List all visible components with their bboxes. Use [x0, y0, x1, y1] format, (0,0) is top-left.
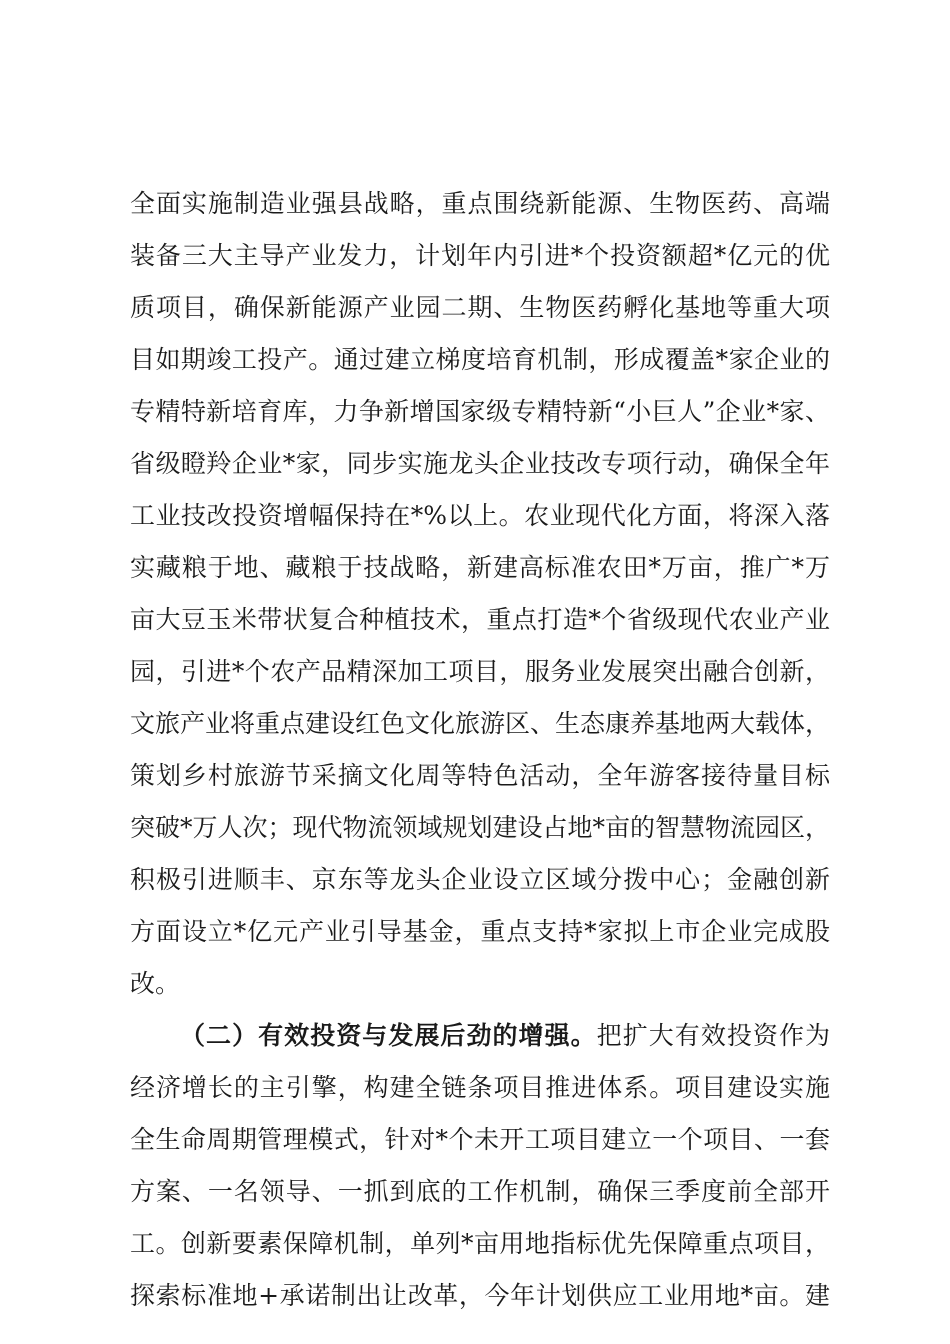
- text-line: 省级瞪羚企业*家，同步实施龙头企业技改专项行动，确保全年: [130, 449, 830, 478]
- text-line: 实藏粮于地、藏粮于技战略，新建高标准农田*万亩，推广*万: [130, 553, 830, 582]
- text-line: 方面设立*亿元产业引导基金，重点支持*家拟上市企业完成股: [130, 917, 830, 946]
- text-line: 策划乡村旅游节采摘文化周等特色活动，全年游客接待量目标: [130, 761, 830, 790]
- text-line: 突破*万人次；现代物流领域规划建设占地*亩的智慧物流园区，: [130, 813, 831, 842]
- text-line: 文旅产业将重点建设红色文化旅游区、生态康养基地两大载体，: [130, 709, 831, 738]
- text-line: 全面实施制造业强县战略，重点围绕新能源、生物医药、高端: [130, 189, 830, 218]
- text-line: 质项目，确保新能源产业园二期、生物医药孵化基地等重大项: [130, 293, 830, 322]
- text-line: 亩大豆玉米带状复合种植技术，重点打造*个省级现代农业产业: [130, 605, 830, 634]
- text-line: 方案、一名领导、一抓到底的工作机制，确保三季度前全部开: [130, 1177, 830, 1206]
- text-line: 经济增长的主引擎，构建全链条项目推进体系。项目建设实施: [130, 1073, 830, 1102]
- text-line: 园，引进*个农产品精深加工项目，服务业发展突出融合创新，: [130, 657, 830, 686]
- section-heading-line: [180, 1021, 830, 1051]
- section-heading: （二）有效投资与发展后劲的增强。: [180, 1021, 597, 1050]
- text-line: 装备三大主导产业发力，计划年内引进*个投资额超*亿元的优: [130, 241, 830, 270]
- text-line: 探索标准地+承诺制出让改革，今年计划供应工业用地*亩。建: [130, 1281, 830, 1310]
- text-line: 目如期竣工投产。通过建立梯度培育机制，形成覆盖*家企业的: [130, 345, 830, 374]
- text-line: 工业技改投资增幅保持在*%以上。农业现代化方面，将深入落: [130, 501, 830, 530]
- text-line: 积极引进顺丰、京东等龙头企业设立区域分拨中心；金融创新: [130, 865, 830, 894]
- text-line: 全生命周期管理模式，针对*个未开工项目建立一个项目、一套: [130, 1125, 830, 1154]
- text-line: 专精特新培育库，力争新增国家级专精特新“小巨人”企业*家、: [130, 397, 830, 426]
- text-line: 工。创新要素保障机制，单列*亩用地指标优先保障重点项目，: [130, 1229, 830, 1258]
- heading-line-text: 把扩大有效投资作为: [596, 1021, 830, 1050]
- text-line: 改。: [130, 969, 181, 998]
